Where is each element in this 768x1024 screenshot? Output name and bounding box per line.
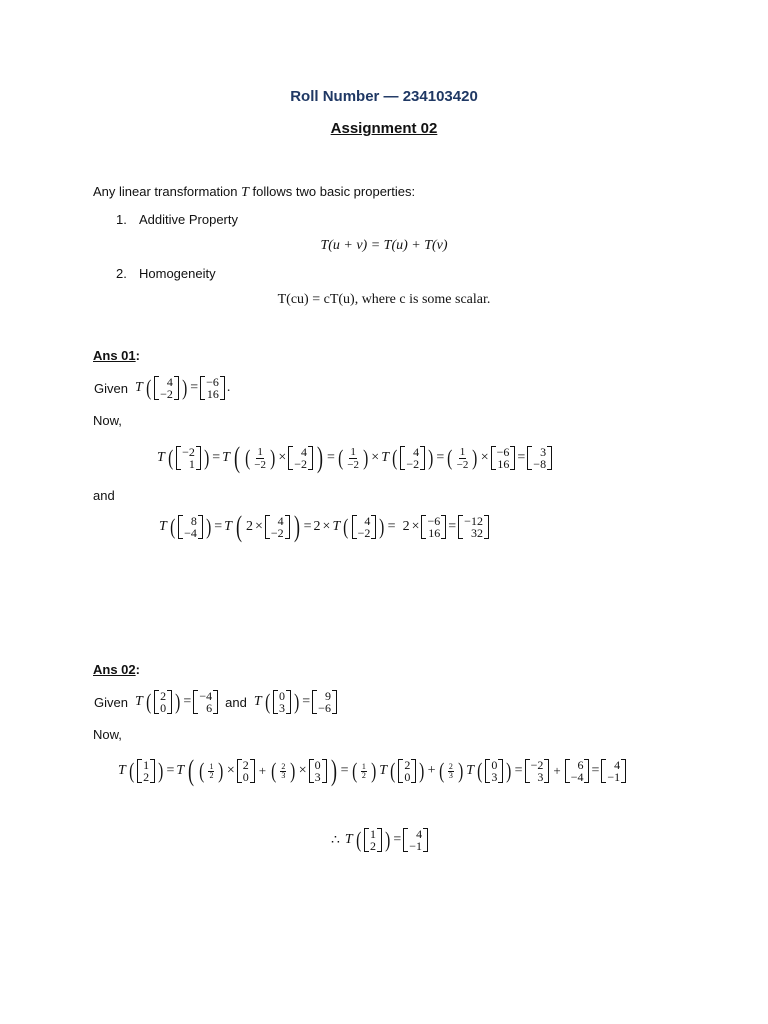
intro-pre: Any linear transformation — [93, 184, 242, 199]
equals: = — [327, 450, 335, 465]
g2-input-vector: 0 3 — [309, 759, 327, 783]
ans02-given-label: Given — [94, 694, 128, 710]
given-output-vector: −6 16 — [200, 376, 225, 400]
t-symbol: T — [222, 450, 230, 465]
e1-result-vector: 3 −8 — [527, 446, 552, 470]
ans01-now: Now, — [93, 413, 122, 428]
scalar: 2 — [245, 519, 253, 534]
g-input-vector: 4 −2 — [352, 515, 377, 539]
times: × — [298, 763, 307, 778]
t-symbol: T — [344, 832, 353, 847]
prop1-label: Additive Property — [139, 212, 238, 227]
equals: = — [214, 519, 223, 534]
t-symbol: T — [379, 763, 387, 778]
g-input-vector: 4 −2 — [265, 515, 290, 539]
e1-fraction: $\frac{1}{-2}$ — [456, 445, 469, 471]
t-symbol: T — [381, 450, 389, 465]
prop1-num: 1. — [116, 212, 127, 227]
assignment-title-text: Assignment 02 — [330, 120, 438, 137]
p2-vector: 6 −4 — [565, 759, 590, 783]
ans01-given: Given T ( 4 −2 ) = −6 16 . — [94, 375, 231, 401]
therefore-symbol: ∴ — [331, 832, 340, 848]
equals: = — [448, 519, 457, 534]
t-symbol: T — [134, 380, 143, 395]
plus: + — [553, 763, 561, 778]
scalar: 2 — [313, 519, 321, 534]
e1-fraction: $\frac{1}{-2}$ — [347, 445, 359, 471]
target-vector: 1 2 — [137, 759, 155, 783]
ans02-and: and — [225, 694, 247, 710]
equals: = — [436, 450, 445, 465]
intro-text — [93, 184, 415, 201]
result-vector: 4 −1 — [403, 828, 428, 852]
t-symbol: T — [224, 519, 232, 534]
f1-fraction: $\frac{1}{2}$ — [209, 761, 214, 780]
t-symbol: T — [157, 450, 165, 465]
times: × — [411, 519, 420, 534]
t-symbol: T — [332, 519, 341, 534]
g1-input-vector: 2 0 — [398, 759, 416, 783]
g-output-vector: −6 16 — [491, 446, 516, 470]
equals: = — [190, 380, 199, 395]
g1-input-vector: 2 0 — [237, 759, 255, 783]
ans01-given-label: Given — [94, 380, 128, 396]
f2-fraction: $\frac{2}{3}$ — [281, 761, 286, 780]
g-input-vector: 4 −2 — [400, 446, 425, 470]
scalar: 2 — [402, 519, 410, 534]
times: × — [322, 519, 331, 534]
prop2-formula: T(cu) = cT(u), where c is some scalar. — [277, 292, 491, 307]
times: × — [480, 450, 489, 465]
g-output-vector: −6 16 — [421, 515, 446, 539]
equals: = — [303, 519, 312, 534]
ans02-heading — [93, 662, 140, 677]
assignment-title — [0, 120, 768, 137]
target-vector: 1 2 — [364, 828, 382, 852]
f2-fraction: $\frac{2}{3}$ — [448, 761, 453, 780]
e2-result-vector: −12 32 — [458, 515, 489, 539]
result-vector: 4 −1 — [601, 759, 626, 783]
e1-fraction: $\frac{1}{-2}$ — [254, 445, 266, 471]
e1-input-vector: −2 1 — [176, 446, 201, 470]
equals: = — [183, 694, 192, 709]
t-symbol: T — [176, 763, 185, 778]
ans01-colon: : — [135, 348, 140, 363]
t-symbol: T — [466, 763, 474, 778]
equals: = — [212, 450, 221, 465]
prop2-num: 2. — [116, 266, 127, 281]
equals: = — [302, 694, 311, 709]
equals: = — [393, 832, 402, 847]
prop2-label: Homogeneity — [139, 266, 216, 281]
g1-output-vector: −4 6 — [193, 690, 218, 714]
t-symbol: T — [118, 763, 126, 778]
equals: = — [387, 519, 396, 534]
t-symbol: T — [159, 519, 167, 534]
ans02-given: Given T ( 2 0 ) = −4 6 and T ( 0 3 ) = 9 −6 — [93, 690, 338, 714]
paren-close: ) — [181, 375, 188, 400]
equals: = — [591, 763, 600, 778]
intro-post: follows two basic properties: — [248, 184, 416, 199]
times: × — [254, 519, 263, 534]
times: × — [278, 450, 287, 465]
ans02-conclusion: ∴ T ( 1 2 ) = 4 −1 — [330, 828, 429, 852]
p1-vector: −2 3 — [525, 759, 550, 783]
intro-var: T — [241, 185, 249, 200]
ans01-eq2: T ( 8 −4 ) = T ( 2 × 4 −2 ) = 2 × T ( 4 −2 ) = 2 × −6 16 = −12 32 — [158, 512, 490, 542]
paren-open: ( — [145, 375, 151, 400]
t-symbol: T — [134, 694, 143, 709]
ans01-eq1: T ( −2 1 ) = T ( ( $\frac{1}{-2}$ ) × 4 −2 ) = ( $\frac{1}{-2}$ ) × T ( 4 −2 ) = ( $\frac{1}{-2}$ ) × −6 16 = 3 −8 — [156, 443, 553, 473]
f1-fraction: $\frac{1}{2}$ — [361, 761, 366, 780]
given-input-vector: 4 −2 — [154, 376, 179, 400]
equals: = — [514, 763, 523, 778]
g2-output-vector: 9 −6 — [312, 690, 337, 714]
ans02-now: Now, — [93, 727, 122, 742]
equals: = — [166, 763, 175, 778]
e2-input-vector: 8 −4 — [178, 515, 203, 539]
ans01-heading-text: Ans 01 — [93, 348, 136, 363]
t-symbol: T — [253, 694, 262, 709]
roll-number: Roll Number — 234103420 — [290, 88, 478, 105]
ans02-eq1: T ( 1 2 ) = T ( ( $\frac{1}{2}$ ) × 2 0 + ( $\frac{2}{3}$ ) × 0 3 ) = ( $\frac{1}{2}$ ) T ( 2 0 ) + ( $\frac{2}{3}$ ) T ( 0 3 ) = −2 3 + 6 −4 = 4 −1 — [117, 756, 627, 786]
equals: = — [340, 763, 349, 778]
times: × — [371, 450, 380, 465]
plus: + — [427, 763, 436, 778]
ans02-colon: : — [135, 662, 140, 677]
g2-input-vector: 0 3 — [485, 759, 503, 783]
equals: = — [517, 450, 526, 465]
ans01-heading — [93, 348, 140, 363]
plus: + — [258, 763, 267, 778]
prop1-formula: T(u + v) = T(u) + T(v) — [320, 238, 448, 253]
ans01-and: and — [93, 488, 115, 503]
ans02-heading-text: Ans 02 — [93, 662, 136, 677]
g-input-vector: 4 −2 — [288, 446, 313, 470]
g1-input-vector: 2 0 — [154, 690, 172, 714]
times: × — [226, 763, 235, 778]
g2-input-vector: 0 3 — [273, 690, 291, 714]
